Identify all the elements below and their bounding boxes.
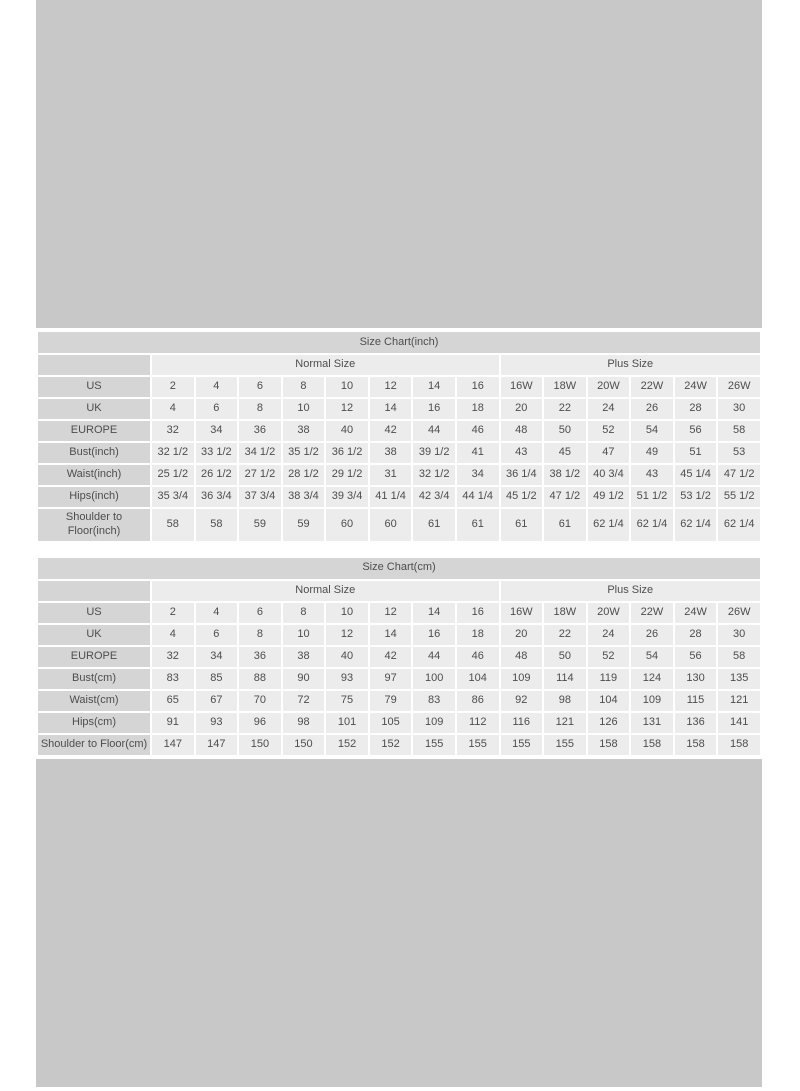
table-cell: 158 <box>631 735 673 755</box>
top-gray-banner <box>36 0 762 328</box>
table-cell: 58 <box>718 421 760 441</box>
table-cell: 38 1/2 <box>544 465 586 485</box>
table-cell: 53 <box>718 443 760 463</box>
table-cell: 155 <box>413 735 455 755</box>
table-cell: 8 <box>239 625 281 645</box>
table-cell: 38 <box>283 647 325 667</box>
table-cell: 38 <box>283 421 325 441</box>
table-cell: 51 1/2 <box>631 487 673 507</box>
table-cell: 26 1/2 <box>196 465 238 485</box>
table-cell: 141 <box>718 713 760 733</box>
table-cell: 8 <box>283 603 325 623</box>
table-cell: 131 <box>631 713 673 733</box>
table-cell: 62 1/4 <box>675 509 717 541</box>
table-cell: 158 <box>675 735 717 755</box>
table-cell: 6 <box>239 603 281 623</box>
table-cell: 32 <box>152 647 194 667</box>
table-cell: 115 <box>675 691 717 711</box>
table-cell: 44 <box>413 421 455 441</box>
table-row <box>38 669 760 689</box>
table-row <box>38 603 760 623</box>
table-cell: 32 1/2 <box>152 443 194 463</box>
table-cell: 65 <box>152 691 194 711</box>
table-cell: 40 <box>326 421 368 441</box>
table-cell: 52 <box>588 421 630 441</box>
table-cell: 16 <box>413 399 455 419</box>
table-cell: 44 1/4 <box>457 487 499 507</box>
table-cell: 152 <box>326 735 368 755</box>
table-row <box>38 735 760 755</box>
table-cell: 34 1/2 <box>239 443 281 463</box>
table-cell: 14 <box>370 399 412 419</box>
size-chart-cm-table <box>36 556 762 757</box>
table-cell: 62 1/4 <box>718 509 760 541</box>
row-label: Shoulder to Floor(inch) <box>38 509 150 541</box>
table-cell: 158 <box>588 735 630 755</box>
table-cell: 14 <box>413 603 455 623</box>
table-cell: 26W <box>718 603 760 623</box>
table-cell: 54 <box>631 421 673 441</box>
table-cell: 24 <box>588 399 630 419</box>
table-cell: 51 <box>675 443 717 463</box>
table-cell: 158 <box>718 735 760 755</box>
table-cell: 100 <box>413 669 455 689</box>
table-cell: 109 <box>413 713 455 733</box>
table-title-row <box>38 558 760 579</box>
table-cell: 28 1/2 <box>283 465 325 485</box>
table-cell: 43 <box>501 443 543 463</box>
table-cell: 16W <box>501 603 543 623</box>
table-cell: 61 <box>457 509 499 541</box>
table-cell: 83 <box>152 669 194 689</box>
table-cell: 104 <box>457 669 499 689</box>
column-group-header: Plus Size <box>501 581 761 601</box>
table-cell: 97 <box>370 669 412 689</box>
table-cell: 29 1/2 <box>326 465 368 485</box>
table-cell: 28 <box>675 625 717 645</box>
table-cell: 32 1/2 <box>413 465 455 485</box>
table-cell: 34 <box>196 421 238 441</box>
table-row <box>38 691 760 711</box>
table-cell: 59 <box>239 509 281 541</box>
table-cell: 36 <box>239 647 281 667</box>
table-cell: 35 3/4 <box>152 487 194 507</box>
column-group-header: Normal Size <box>152 355 499 375</box>
table-cell: 22 <box>544 625 586 645</box>
table-cell: 6 <box>239 377 281 397</box>
row-label: Waist(inch) <box>38 465 150 485</box>
table-cell: 54 <box>631 647 673 667</box>
table-cell: 90 <box>283 669 325 689</box>
table-cell: 60 <box>370 509 412 541</box>
table-cell: 61 <box>413 509 455 541</box>
table-cell: 46 <box>457 421 499 441</box>
table-row <box>38 377 760 397</box>
table-row <box>38 625 760 645</box>
table-cell: 121 <box>544 713 586 733</box>
table-cell: 91 <box>152 713 194 733</box>
table-cell: 12 <box>326 399 368 419</box>
table-cell: 60 <box>326 509 368 541</box>
table-cell: 56 <box>675 647 717 667</box>
table-cell: 30 <box>718 399 760 419</box>
table-cell: 85 <box>196 669 238 689</box>
table-cell: 109 <box>501 669 543 689</box>
column-group-row <box>38 355 760 375</box>
table-cell: 49 1/2 <box>588 487 630 507</box>
table-cell: 92 <box>501 691 543 711</box>
table-cell: 10 <box>326 377 368 397</box>
table-cell: 147 <box>152 735 194 755</box>
table-cell: 62 1/4 <box>588 509 630 541</box>
table-cell: 36 <box>239 421 281 441</box>
table-cell: 109 <box>631 691 673 711</box>
table-cell: 155 <box>544 735 586 755</box>
table-cell: 48 <box>501 647 543 667</box>
table-cell: 40 3/4 <box>588 465 630 485</box>
corner-cell <box>38 355 150 375</box>
table-cell: 2 <box>152 377 194 397</box>
table-cell: 67 <box>196 691 238 711</box>
table-cell: 20W <box>588 603 630 623</box>
table-cell: 22 <box>544 399 586 419</box>
table-cell: 39 1/2 <box>413 443 455 463</box>
table-cell: 33 1/2 <box>196 443 238 463</box>
table-cell: 26W <box>718 377 760 397</box>
table-cell: 42 <box>370 647 412 667</box>
row-label: UK <box>38 625 150 645</box>
table-cell: 53 1/2 <box>675 487 717 507</box>
table-row <box>38 713 760 733</box>
table-cell: 24W <box>675 603 717 623</box>
table-cell: 61 <box>544 509 586 541</box>
table-cell: 155 <box>501 735 543 755</box>
table-cell: 116 <box>501 713 543 733</box>
table-cell: 26 <box>631 399 673 419</box>
table-cell: 93 <box>326 669 368 689</box>
table-cell: 35 1/2 <box>283 443 325 463</box>
table-cell: 147 <box>196 735 238 755</box>
table-cell: 49 <box>631 443 673 463</box>
column-group-header: Plus Size <box>501 355 761 375</box>
table-cell: 22W <box>631 377 673 397</box>
row-label: Hips(inch) <box>38 487 150 507</box>
row-label: US <box>38 377 150 397</box>
table-cell: 98 <box>544 691 586 711</box>
table-cell: 59 <box>283 509 325 541</box>
table-cell: 4 <box>196 603 238 623</box>
table-cell: 62 1/4 <box>631 509 673 541</box>
table-row <box>38 421 760 441</box>
table-cell: 22W <box>631 603 673 623</box>
table-cell: 34 <box>196 647 238 667</box>
table-cell: 152 <box>370 735 412 755</box>
table-row <box>38 509 760 541</box>
table-cell: 121 <box>718 691 760 711</box>
table-cell: 47 1/2 <box>718 465 760 485</box>
table-cell: 14 <box>370 625 412 645</box>
table-cell: 12 <box>326 625 368 645</box>
table-cell: 45 1/4 <box>675 465 717 485</box>
table-cell: 30 <box>718 625 760 645</box>
table-cell: 112 <box>457 713 499 733</box>
table-row <box>38 443 760 463</box>
table-cell: 27 1/2 <box>239 465 281 485</box>
table-cell: 38 <box>370 443 412 463</box>
table-cell: 6 <box>196 625 238 645</box>
table-cell: 20 <box>501 625 543 645</box>
row-label: UK <box>38 399 150 419</box>
row-label: Shoulder to Floor(cm) <box>38 735 150 755</box>
corner-cell <box>38 581 150 601</box>
column-group-header: Normal Size <box>152 581 499 601</box>
table-cell: 8 <box>283 377 325 397</box>
row-label: Bust(inch) <box>38 443 150 463</box>
row-label: Hips(cm) <box>38 713 150 733</box>
table-cell: 119 <box>588 669 630 689</box>
table-cell: 10 <box>326 603 368 623</box>
table-cell: 8 <box>239 399 281 419</box>
table-cell: 86 <box>457 691 499 711</box>
table-cell: 20W <box>588 377 630 397</box>
table-cell: 42 3/4 <box>413 487 455 507</box>
table-cell: 16 <box>457 377 499 397</box>
table-cell: 24W <box>675 377 717 397</box>
row-label: EUROPE <box>38 647 150 667</box>
table-cell: 44 <box>413 647 455 667</box>
table-cell: 10 <box>283 399 325 419</box>
table-row <box>38 647 760 667</box>
table-cell: 36 3/4 <box>196 487 238 507</box>
table-cell: 104 <box>588 691 630 711</box>
table-cell: 26 <box>631 625 673 645</box>
table-cell: 56 <box>675 421 717 441</box>
table-cell: 20 <box>501 399 543 419</box>
table-cell: 18 <box>457 399 499 419</box>
table-cell: 130 <box>675 669 717 689</box>
table-cell: 135 <box>718 669 760 689</box>
table-cell: 32 <box>152 421 194 441</box>
table-cell: 98 <box>283 713 325 733</box>
table-cell: 150 <box>239 735 281 755</box>
table-title-row <box>38 332 760 353</box>
table-cell: 96 <box>239 713 281 733</box>
table-cell: 4 <box>152 625 194 645</box>
table-title: Size Chart(cm) <box>38 558 760 579</box>
table-cell: 16 <box>457 603 499 623</box>
table-cell: 79 <box>370 691 412 711</box>
table-cell: 52 <box>588 647 630 667</box>
table-cell: 12 <box>370 603 412 623</box>
table-cell: 18W <box>544 603 586 623</box>
table-cell: 83 <box>413 691 455 711</box>
row-label: US <box>38 603 150 623</box>
table-cell: 25 1/2 <box>152 465 194 485</box>
page-content <box>36 0 762 1087</box>
table-cell: 24 <box>588 625 630 645</box>
table-cell: 58 <box>718 647 760 667</box>
column-group-row <box>38 581 760 601</box>
table-cell: 114 <box>544 669 586 689</box>
table-cell: 31 <box>370 465 412 485</box>
table-cell: 105 <box>370 713 412 733</box>
table-cell: 50 <box>544 421 586 441</box>
table-cell: 37 3/4 <box>239 487 281 507</box>
table-cell: 47 <box>588 443 630 463</box>
table-cell: 155 <box>457 735 499 755</box>
table-cell: 72 <box>283 691 325 711</box>
table-cell: 48 <box>501 421 543 441</box>
table-cell: 38 3/4 <box>283 487 325 507</box>
table-cell: 39 3/4 <box>326 487 368 507</box>
table-cell: 124 <box>631 669 673 689</box>
table-cell: 93 <box>196 713 238 733</box>
table-cell: 34 <box>457 465 499 485</box>
table-cell: 18 <box>457 625 499 645</box>
table-cell: 42 <box>370 421 412 441</box>
table-cell: 45 <box>544 443 586 463</box>
table-cell: 36 1/2 <box>326 443 368 463</box>
table-cell: 58 <box>152 509 194 541</box>
bottom-gray-banner <box>36 759 762 1087</box>
table-cell: 45 1/2 <box>501 487 543 507</box>
table-title: Size Chart(inch) <box>38 332 760 353</box>
table-cell: 55 1/2 <box>718 487 760 507</box>
table-cell: 101 <box>326 713 368 733</box>
table-cell: 18W <box>544 377 586 397</box>
table-cell: 88 <box>239 669 281 689</box>
table-cell: 75 <box>326 691 368 711</box>
table-cell: 6 <box>196 399 238 419</box>
table-cell: 136 <box>675 713 717 733</box>
table-cell: 36 1/4 <box>501 465 543 485</box>
table-cell: 61 <box>501 509 543 541</box>
table-cell: 41 <box>457 443 499 463</box>
table-cell: 40 <box>326 647 368 667</box>
table-cell: 16W <box>501 377 543 397</box>
table-cell: 47 1/2 <box>544 487 586 507</box>
table-row <box>38 487 760 507</box>
table-cell: 43 <box>631 465 673 485</box>
table-cell: 4 <box>196 377 238 397</box>
table-cell: 58 <box>196 509 238 541</box>
table-gap <box>36 543 762 556</box>
table-cell: 4 <box>152 399 194 419</box>
table-cell: 150 <box>283 735 325 755</box>
row-label: Bust(cm) <box>38 669 150 689</box>
table-cell: 50 <box>544 647 586 667</box>
table-row <box>38 465 760 485</box>
table-cell: 2 <box>152 603 194 623</box>
table-cell: 126 <box>588 713 630 733</box>
row-label: EUROPE <box>38 421 150 441</box>
table-cell: 28 <box>675 399 717 419</box>
table-row <box>38 399 760 419</box>
table-cell: 14 <box>413 377 455 397</box>
table-cell: 12 <box>370 377 412 397</box>
table-cell: 41 1/4 <box>370 487 412 507</box>
table-cell: 10 <box>283 625 325 645</box>
table-cell: 16 <box>413 625 455 645</box>
row-label: Waist(cm) <box>38 691 150 711</box>
table-cell: 46 <box>457 647 499 667</box>
table-cell: 70 <box>239 691 281 711</box>
size-chart-inch-table <box>36 330 762 543</box>
